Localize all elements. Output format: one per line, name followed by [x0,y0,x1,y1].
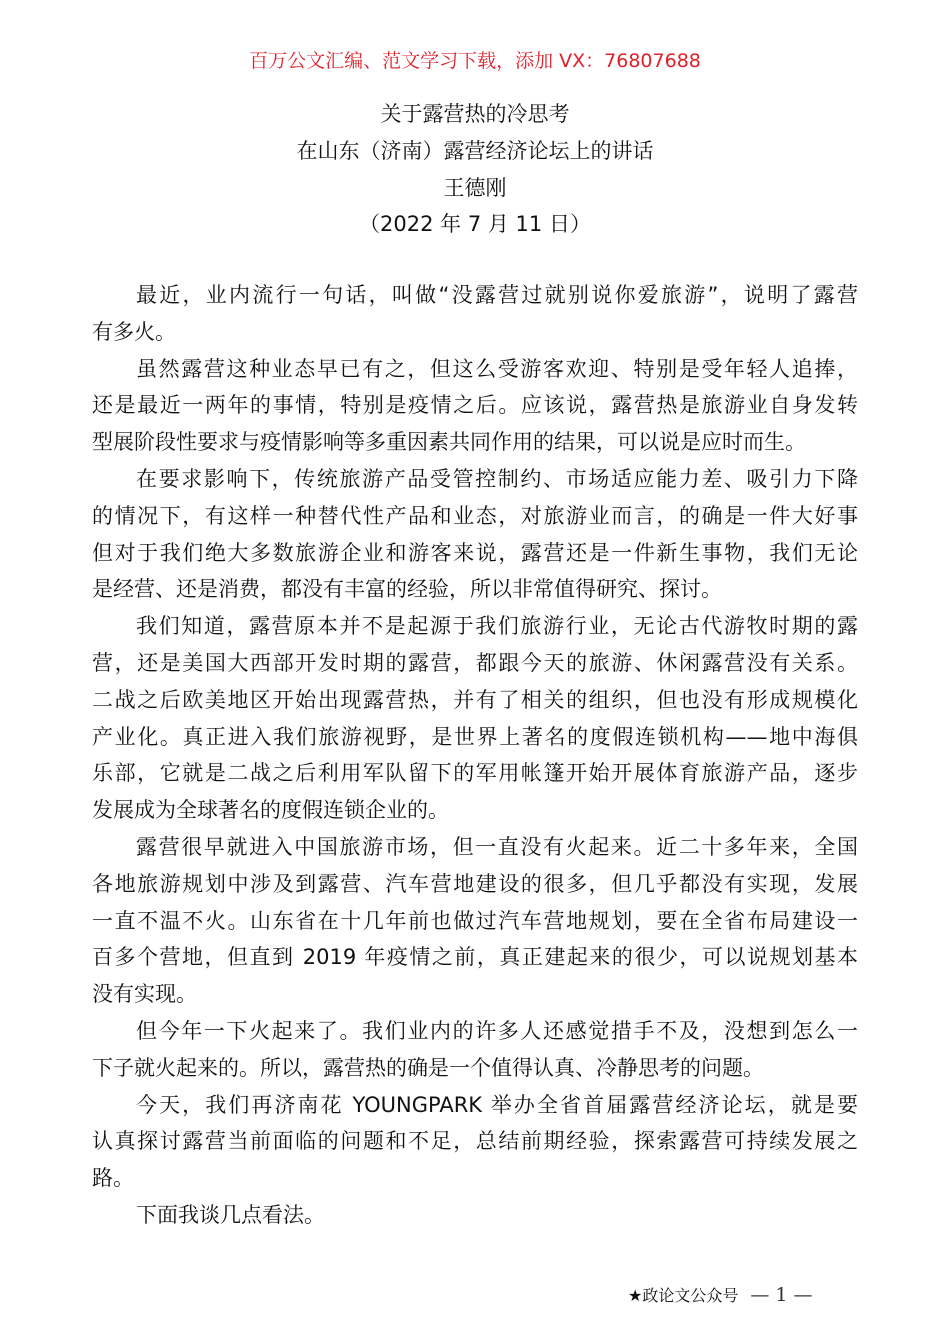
text-line: 乐部，它就是二战之后利用军队留下的军用帐篷开始开展体育旅游产品，逐步 [92,761,858,786]
text-line: 露营很早就进入中国旅游市场，但一直没有火起来。近二十多年来，全国 [136,834,858,859]
text-line: 路。 [92,1166,134,1191]
text-line: 在要求影响下，传统旅游产品受管控制约、市场适应能力差、吸引力下降 [136,466,858,491]
text-line: 虽然露营这种业态早已有之，但这么受游客欢迎、特别是受年轻人追捧， [136,356,858,381]
text-line: 的情况下，有这样一种替代性产品和业态，对旅游业而言，的确是一件大好事 [92,503,858,528]
page-footer [628,1283,813,1306]
paragraph [92,1197,858,1234]
paragraph [92,277,858,351]
paragraph [92,1087,858,1197]
document-title: 关于露营热的冷思考 [380,102,570,126]
text-line: 有多火。 [92,319,176,344]
text-line: 我们知道，露营原本并不是起源于我们旅游行业，无论古代游牧时期的露 [136,614,858,639]
text-line: 是经营、还是消费，都没有丰富的经验，所以非常值得研究、探讨。 [92,577,722,602]
footer-source: ★政论文公众号 [628,1286,739,1305]
text-line: 还是最近一两年的事情，特别是疫情之后。应该说，露营热是旅游业自身发转 [92,393,858,418]
date: （2022 年 7 月 11 日） [359,212,591,237]
text-line: 各地旅游规划中涉及到露营、汽车营地建设的很多，但几乎都没有实现，发展 [92,871,858,896]
text-line: 百多个营地，但直到 2019 年疫情之前，真正建起来的很少，可以说规划基本 [92,945,858,970]
text-line: 一直不温不火。山东省在十几年前也做过汽车营地规划，要在全省布局建设一 [92,908,858,933]
author: 王德刚 [443,175,507,200]
text-line: 发展成为全球著名的度假连锁企业的。 [92,798,449,823]
paragraph [92,351,858,461]
text-line: 认真探讨露营当前面临的问题和不足，总结前期经验，探索露营可持续发展之 [92,1129,858,1154]
text-line: 产业化。真正进入我们旅游视野，是世界上著名的度假连锁机构——地中海俱 [92,724,858,749]
text-line: 今天，我们再济南花 YOUNGPARK 举办全省首届露营经济论坛，就是要 [136,1092,858,1117]
text-line: 二战之后欧美地区开始出现露营热，并有了相关的组织，但也没有形成规模化 [92,687,858,712]
text-line: 但今年一下火起来了。我们业内的许多人还感觉措手不及，没想到怎么一 [136,1018,858,1043]
text-line: 型展阶段性要求与疫情影响等多重因素共同作用的结果，可以说是应时而生。 [92,430,806,455]
paragraph [92,608,858,829]
text-line: 最近，业内流行一句话，叫做“没露营过就别说你爱旅游”，说明了露营 [136,283,858,307]
document-subtitle: 在山东（济南）露营经济论坛上的讲话 [296,138,654,163]
paragraph [92,1013,858,1087]
text-line: 下子就火起来的。所以，露营热的确是一个值得认真、冷静思考的问题。 [92,1055,764,1080]
text-line: 没有实现。 [92,982,197,1007]
document-body [92,277,858,1234]
page-number: — 1 — [750,1283,813,1306]
text-line: 营，还是美国大西部开发时期的露营，都跟今天的旅游、休闲露营没有关系。 [92,650,858,675]
text-line: 下面我谈几点看法。 [136,1202,325,1227]
document-header [0,96,950,243]
paragraph [92,829,858,1013]
text-line: 但对于我们绝大多数旅游企业和游客来说，露营还是一件新生事物，我们无论 [92,540,858,565]
paragraph [92,461,858,608]
watermark-banner: 百万公文汇编、范文学习下载，添加 VX：76807688 [249,50,701,72]
